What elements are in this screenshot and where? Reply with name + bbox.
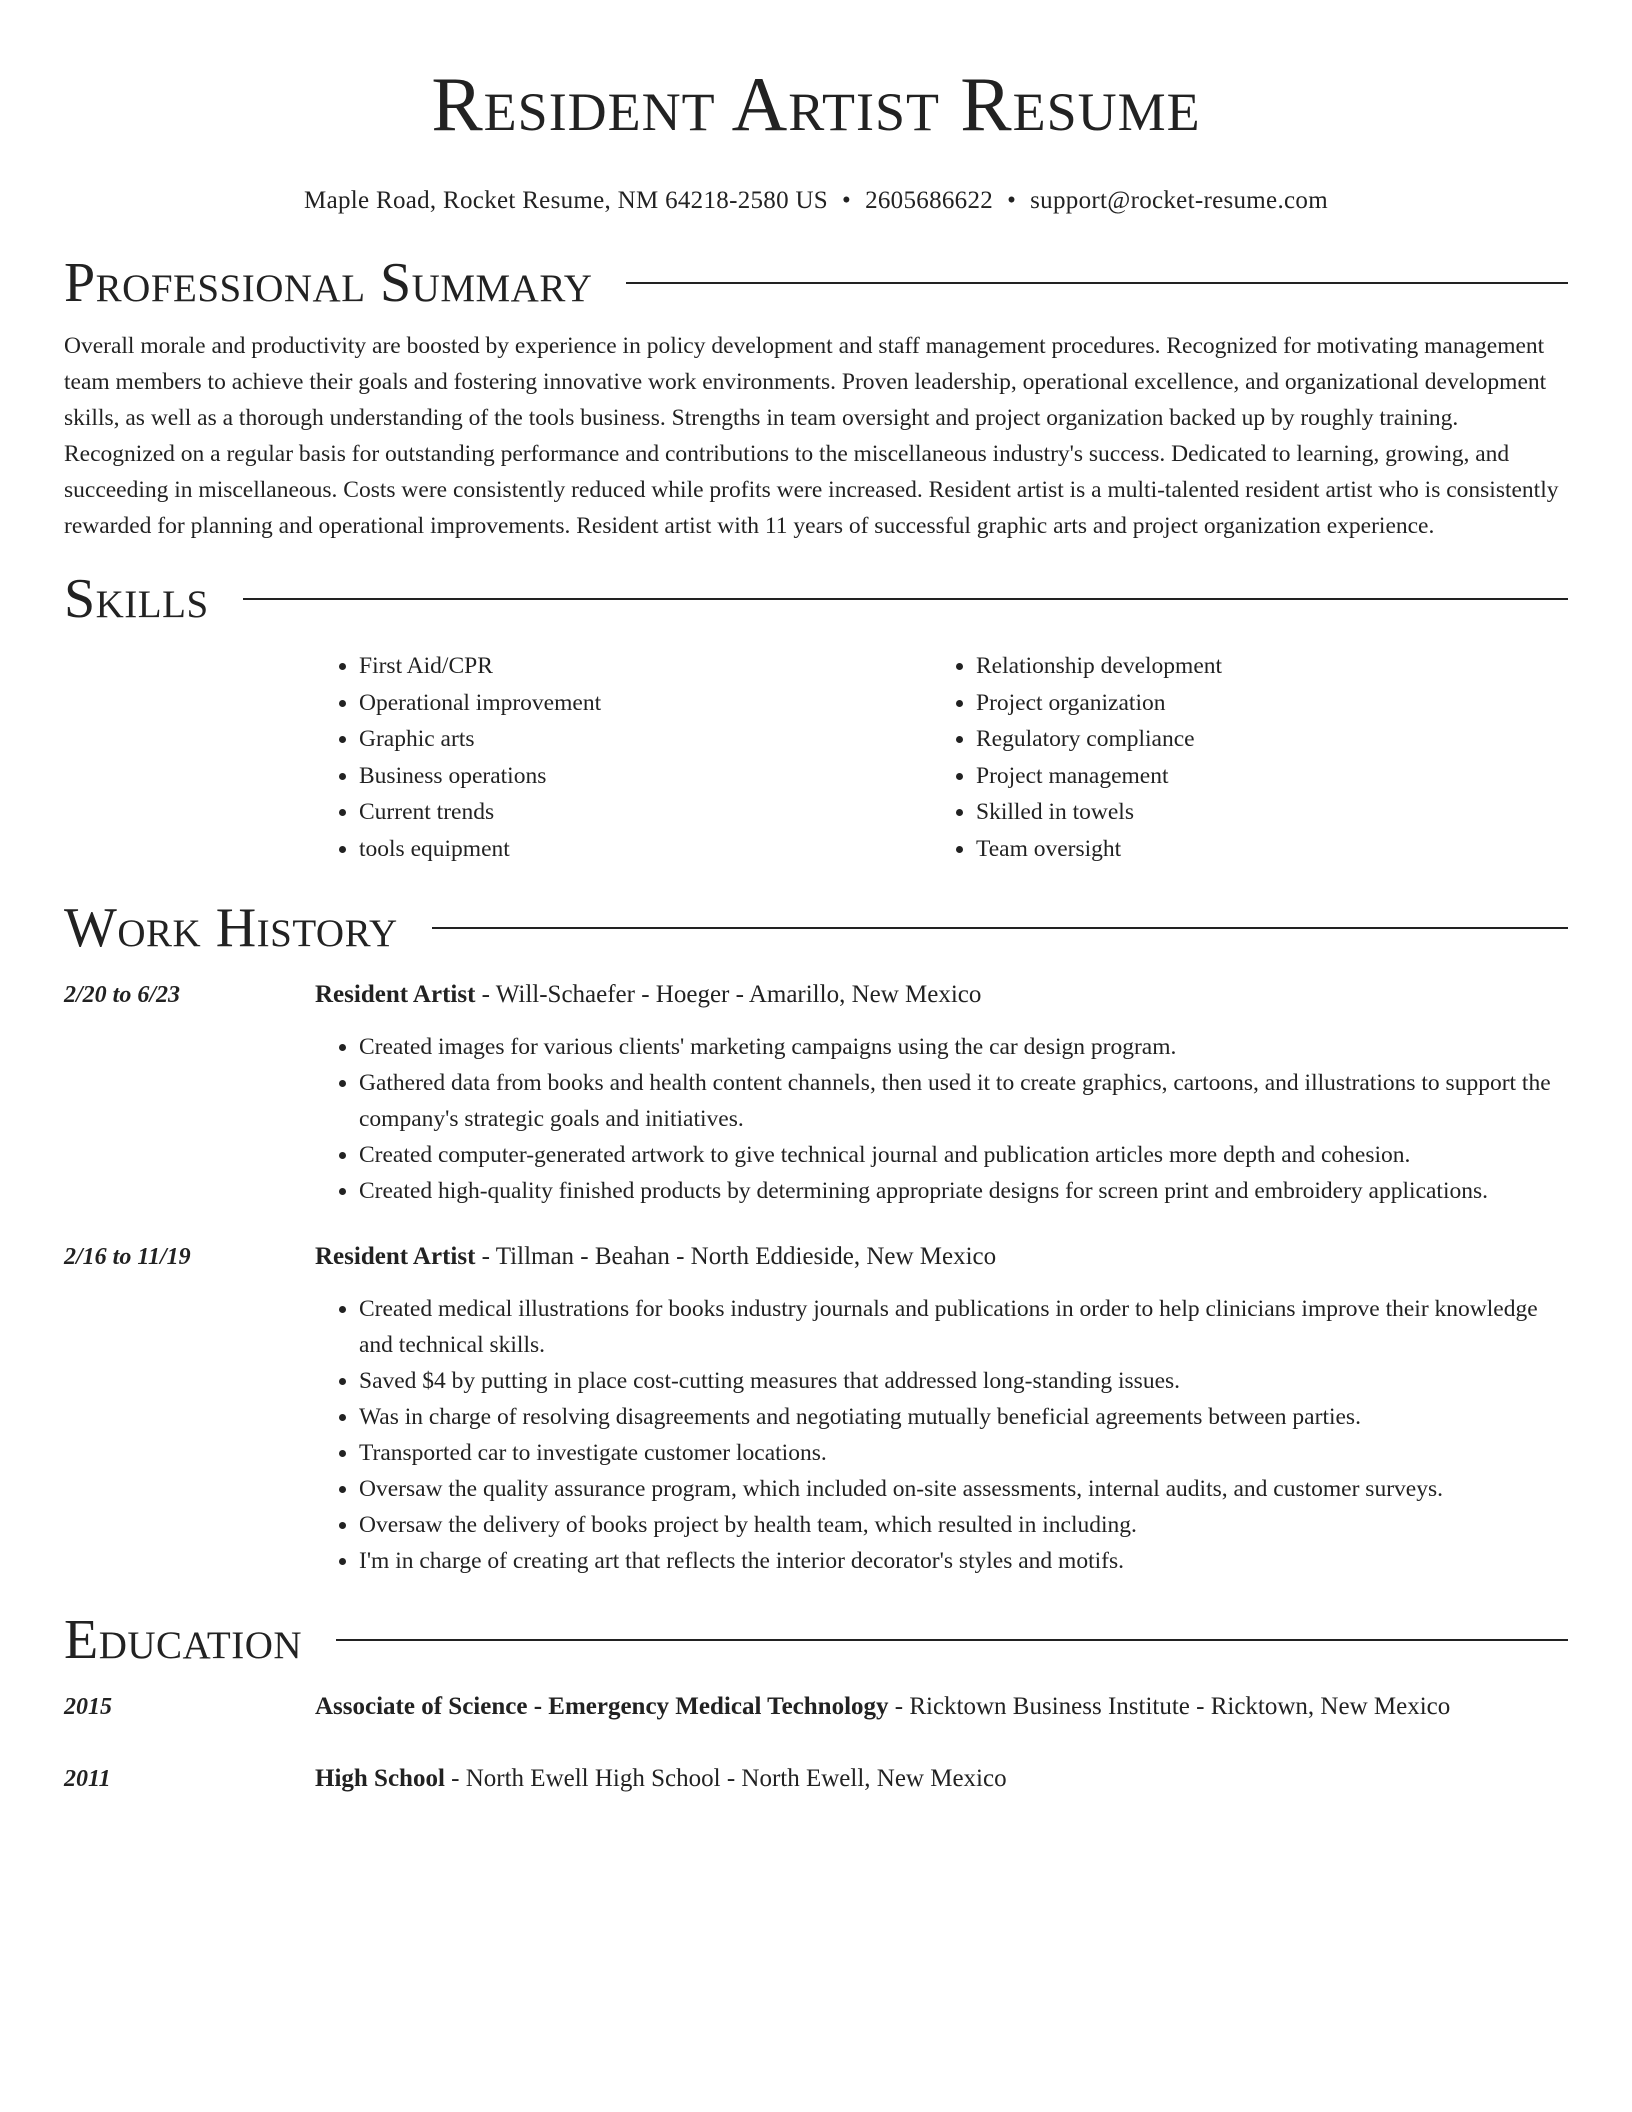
- contact-phone: 2605686622: [865, 187, 994, 214]
- job-bullets: [315, 1291, 1568, 1579]
- education-header: [315, 1761, 1568, 1797]
- job-title: Resident Artist: [315, 981, 476, 1008]
- job-bullets: [315, 1029, 1568, 1209]
- education-heading: Education: [64, 1609, 303, 1671]
- job-dates: 2/16 to 11/19: [64, 1244, 191, 1270]
- work-section-header: [64, 893, 1568, 963]
- education-entry: [64, 1689, 1568, 1725]
- job-details: - Will-Schaefer - Hoeger - Amarillo, New Mexico: [475, 981, 982, 1008]
- contact-address: Maple Road, Rocket Resume, NM 64218-2580 US: [304, 187, 829, 214]
- job-header: [315, 977, 1568, 1013]
- skill-item: • Graphic arts: [359, 721, 932, 758]
- summary-heading: Professional Summary: [64, 252, 593, 314]
- section-divider: [626, 282, 1568, 284]
- contact-separator: •: [1007, 187, 1017, 214]
- education-details: - Ricktown Business Institute - Ricktown, New Mexico: [888, 1693, 1451, 1720]
- contact-separator: •: [842, 187, 852, 214]
- job-bullet: • Created images for various clients' marketing campaigns using the car design program.: [359, 1029, 1568, 1065]
- resume-title: Resident Artist Resume: [431, 61, 1201, 147]
- education-details: - North Ewell High School - North Ewell, New Mexico: [444, 1765, 1007, 1792]
- skill-item: • Regulatory compliance: [976, 721, 1549, 758]
- education-entry: [64, 1761, 1568, 1797]
- contact-email: support@rocket-resume.com: [1030, 187, 1328, 214]
- job-bullet: • Gathered data from books and health content channels, then used it to create graphics, cartoons, and illustrations to support the company's strategic goals and initiatives.: [359, 1065, 1568, 1137]
- section-divider: [432, 927, 1568, 929]
- job-title: Resident Artist: [315, 1243, 476, 1270]
- skill-item: • Current trends: [359, 794, 932, 831]
- job-details: - Tillman - Beahan - North Eddieside, New Mexico: [475, 1243, 997, 1270]
- summary-text: Overall morale and productivity are boosted by experience in policy development and staff management procedures. Recognized for motivating management team members to achieve their goals and fostering innovative work environments. Proven leadership, operational excellence, and organizational development skills, as well as a thorough understanding of the tools business. Strengths in team oversight and project organization backed up by roughly training. Recognized on a regular basis for outstanding performance and contributions to the miscellaneous industry's success. Dedicated to learning, growing, and succeeding in miscellaneous. Costs were consistently reduced while profits were increased. Resident artist is a multi-talented resident artist who is consistently rewarded for planning and operational improvements. Resident artist with 11 years of successful graphic arts and project organization experience.: [64, 333, 1559, 539]
- job-bullet: • Transported car to investigate customer locations.: [359, 1435, 1568, 1471]
- job-bullet: • Created high-quality finished products by determining appropriate designs for screen print and embroidery applications.: [359, 1173, 1568, 1209]
- job-bullet: • Created computer-generated artwork to give technical journal and publication articles more depth and cohesion.: [359, 1137, 1568, 1173]
- job-header: [315, 1239, 1568, 1275]
- section-divider: [243, 598, 1568, 600]
- skills-heading: Skills: [64, 568, 209, 630]
- skill-item: • tools equipment: [359, 831, 932, 868]
- education-degree: High School: [315, 1765, 445, 1792]
- job-entry: [64, 1239, 1568, 1579]
- skills-column-left: [315, 648, 932, 867]
- skill-item: • Relationship development: [976, 648, 1549, 685]
- skills-column-right: [932, 648, 1549, 867]
- skill-item: • Team oversight: [976, 831, 1549, 868]
- contact-line: [64, 186, 1568, 216]
- job-bullet: • Oversaw the quality assurance program, which included on-site assessments, internal audits, and customer surveys.: [359, 1471, 1568, 1507]
- education-year: 2011: [64, 1766, 111, 1792]
- job-dates: 2/20 to 6/23: [64, 982, 181, 1008]
- work-heading: Work History: [64, 897, 398, 959]
- education-header: [315, 1689, 1568, 1725]
- education-degree: Associate of Science - Emergency Medical Technology: [315, 1693, 889, 1720]
- job-bullet: • Created medical illustrations for books industry journals and publications in order to help clinicians improve their knowledge and technical skills.: [359, 1291, 1568, 1363]
- skill-item: • Skilled in towels: [976, 794, 1549, 831]
- job-bullet: • Was in charge of resolving disagreements and negotiating mutually beneficial agreements between parties.: [359, 1399, 1568, 1435]
- job-entry: [64, 977, 1568, 1209]
- education-year: 2015: [64, 1694, 112, 1720]
- job-bullet: • I'm in charge of creating art that reflects the interior decorator's styles and motifs.: [359, 1543, 1568, 1579]
- skill-item: • Project organization: [976, 685, 1549, 722]
- skills-section-header: [64, 564, 1568, 634]
- education-section-header: [64, 1605, 1568, 1675]
- skills-list: [315, 648, 1568, 867]
- skill-item: • Operational improvement: [359, 685, 932, 722]
- summary-section-header: [64, 248, 1568, 318]
- job-bullet: • Saved $4 by putting in place cost-cutting measures that addressed long-standing issues.: [359, 1363, 1568, 1399]
- skill-item: • Business operations: [359, 758, 932, 795]
- section-divider: [336, 1639, 1568, 1641]
- skill-item: • Project management: [976, 758, 1549, 795]
- job-bullet: • Oversaw the delivery of books project by health team, which resulted in including.: [359, 1507, 1568, 1543]
- skill-item: • First Aid/CPR: [359, 648, 932, 685]
